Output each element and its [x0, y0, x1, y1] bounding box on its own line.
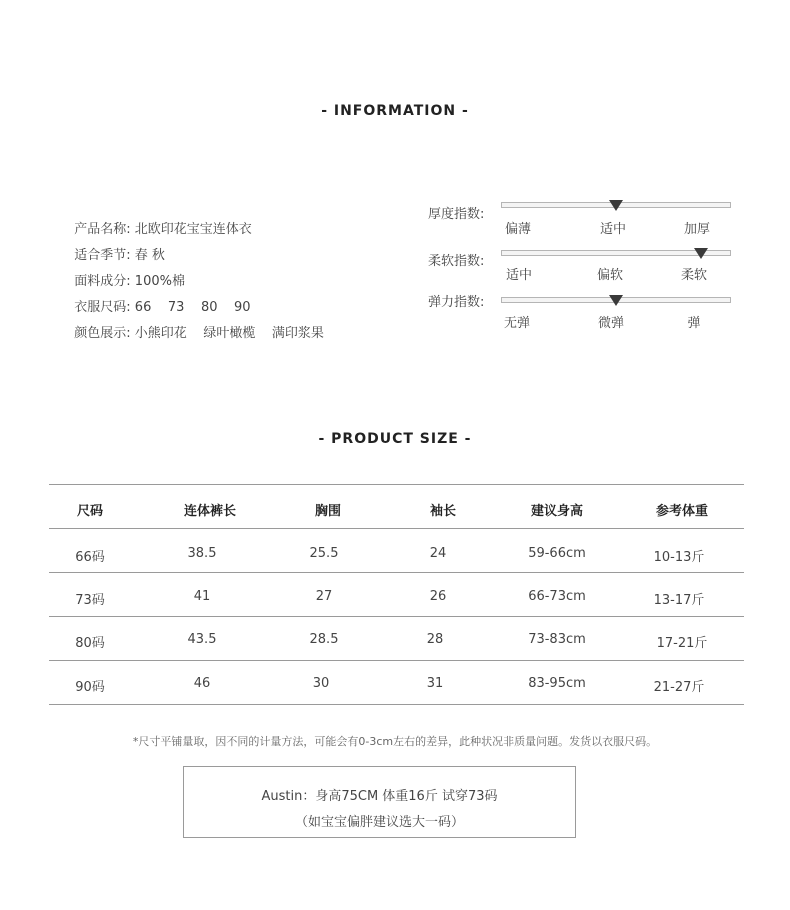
- scale-option: 弹: [687, 316, 701, 331]
- table-cell: 80码: [75, 636, 105, 651]
- level-marker-icon: [694, 248, 708, 259]
- index-label: 厚度指数:: [428, 207, 485, 222]
- scale-option: 微弹: [597, 316, 624, 331]
- table-cell: 46: [193, 676, 211, 691]
- scale-option: 柔软: [680, 268, 707, 283]
- table-cell: 10-13斤: [653, 550, 705, 565]
- model-fit-line: Austin：身高75CM 体重16斤 试穿73码: [261, 789, 498, 804]
- table-cell: 30: [312, 676, 330, 691]
- info-label: 适合季节:: [74, 248, 131, 263]
- table-cell: 24: [429, 546, 447, 561]
- scale-option: 无弹: [503, 316, 530, 331]
- index-label: 弹力指数:: [428, 295, 485, 310]
- header-weight: 参考体重: [655, 504, 708, 519]
- scale-option: 加厚: [683, 222, 710, 237]
- info-value: 春 秋: [134, 248, 165, 263]
- table-rule: [49, 616, 744, 617]
- info-value: 100%棉: [134, 274, 185, 289]
- info-label: 颜色展示:: [74, 326, 131, 341]
- table-cell: 66-73cm: [528, 589, 586, 604]
- scale-option: 偏软: [596, 268, 623, 283]
- level-marker-icon: [609, 295, 623, 306]
- table-rule: [49, 660, 744, 661]
- info-value: 小熊印花 绿叶橄榄 满印浆果: [134, 326, 324, 341]
- thickness-index: [428, 195, 738, 240]
- scale-option: 偏薄: [504, 222, 531, 237]
- table-rule: [49, 484, 744, 485]
- table-cell: 25.5: [309, 546, 339, 561]
- header-size: 尺码: [76, 504, 103, 519]
- table-cell: 28.5: [309, 632, 339, 647]
- product-size-title: - PRODUCT SIZE -: [318, 431, 472, 447]
- model-advice-line: （如宝宝偏胖建议选大一码）: [294, 815, 464, 830]
- table-cell: 73-83cm: [528, 632, 586, 647]
- table-cell: 17-21斤: [656, 636, 708, 651]
- table-cell: 28: [426, 632, 444, 647]
- table-cell: 66码: [75, 550, 105, 565]
- scale-option: 适中: [505, 268, 532, 283]
- header-length: 连体裤长: [183, 504, 236, 519]
- index-label: 柔软指数:: [428, 254, 485, 269]
- header-height: 建议身高: [530, 504, 583, 519]
- measurement-note: *尺寸平铺量取，因不同的计量方法，可能会有0-3cm左右的差异，此种状况非质量问题。发货以衣服尺码。: [132, 735, 658, 748]
- table-cell: 26: [429, 589, 447, 604]
- info-label: 面料成分:: [74, 274, 131, 289]
- table-rule: [49, 572, 744, 573]
- header-chest: 胸围: [314, 504, 341, 519]
- table-rule: [49, 704, 744, 705]
- table-cell: 83-95cm: [528, 676, 586, 691]
- scale-option: 适中: [599, 222, 626, 237]
- elasticity-index: [428, 291, 738, 336]
- header-sleeve: 袖长: [429, 504, 456, 519]
- table-cell: 31: [426, 676, 444, 691]
- info-row-colors: [66, 307, 324, 341]
- level-marker-icon: [609, 200, 623, 211]
- model-info-box: [183, 766, 576, 838]
- softness-index: [428, 243, 738, 288]
- table-rule: [49, 528, 744, 529]
- information-title: - INFORMATION -: [321, 103, 469, 119]
- table-cell: 41: [193, 589, 211, 604]
- table-cell: 21-27斤: [653, 680, 705, 695]
- info-label: 产品名称:: [74, 222, 131, 237]
- info-value: 北欧印花宝宝连体衣: [134, 222, 252, 237]
- info-value: 66 73 80 90: [134, 300, 251, 315]
- info-label: 衣服尺码:: [74, 300, 131, 315]
- table-cell: 73码: [75, 593, 105, 608]
- table-cell: 38.5: [187, 546, 217, 561]
- table-cell: 27: [315, 589, 333, 604]
- table-cell: 43.5: [187, 632, 217, 647]
- table-cell: 13-17斤: [653, 593, 705, 608]
- table-cell: 59-66cm: [528, 546, 586, 561]
- table-cell: 90码: [75, 680, 105, 695]
